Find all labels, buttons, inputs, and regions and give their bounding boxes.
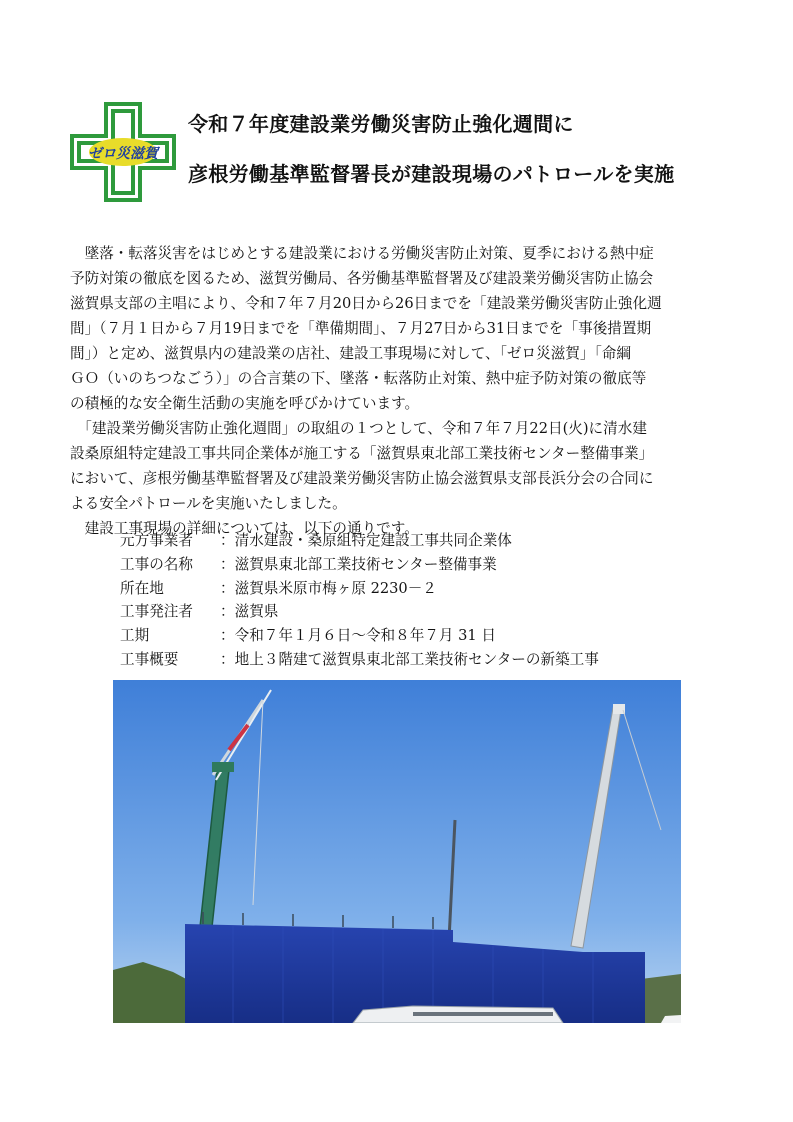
body-line: 設桑原組特定建設工事共同企業体が施工する「滋賀県東北部工業技術センター整備事業」 xyxy=(70,445,654,462)
body-line: 墜落・転落災害をはじめとする建設業における労働災害防止対策、夏季における熱中症 xyxy=(70,245,654,262)
detail-value: ：滋賀県東北部工業技術センター整備事業 xyxy=(220,555,497,573)
body-line: 間」）と定め、滋賀県内の建設業の店社、建設工事現場に対して、「ゼロ災滋賀」「命綱 xyxy=(70,345,631,362)
detail-value: ：滋賀県 xyxy=(220,603,279,621)
body-line: 建設工事現場の詳細については、以下の通りです。 xyxy=(70,520,419,537)
page-title-line-2: 彦根労働基準監督署長が建設現場のパトロールを実施 xyxy=(188,162,675,186)
body-line: の積極的な安全衛生活動の実施を呼びかけています。 xyxy=(70,395,420,412)
body-line: 「建設業労働災害防止強化週間」の取組の１つとして、令和７年７月22日(火)に清水建 xyxy=(70,420,647,437)
detail-value: ：地上３階建て滋賀県東北部工業技術センターの新築工事 xyxy=(220,650,599,668)
detail-row-overview xyxy=(120,648,599,672)
detail-label: 工事発注者 xyxy=(120,603,193,621)
detail-label: 工事概要 xyxy=(120,650,179,668)
body-text xyxy=(70,241,726,541)
body-line: 予防対策の徹底を図るため、滋賀労働局、各労働基準監督署及び建設業労働災害防止協会 xyxy=(70,270,654,287)
detail-row-client xyxy=(120,600,599,624)
page-title-line-1: 令和７年度建設業労働災害防止強化週間に xyxy=(188,112,574,136)
detail-label: 所在地 xyxy=(120,579,164,597)
detail-value: ：清水建設・桑原組特定建設工事共同企業体 xyxy=(220,532,512,549)
body-line: において、彦根労働基準監督署及び建設業労働災害防止協会滋賀県支部長浜分会の合同に xyxy=(70,470,654,487)
detail-row-period xyxy=(120,624,599,648)
detail-label: 工期 xyxy=(120,627,150,645)
project-details xyxy=(120,529,599,672)
body-line: ＧＯ（いのちつなごう）」の合言葉の下、墜落・転落防止対策、熱中症予防対策の徹底等 xyxy=(70,370,647,387)
detail-value: ：令和７年１月６日～令和８年７月 31 日 xyxy=(220,627,496,645)
logo-text: ゼロ災滋賀 xyxy=(88,146,158,162)
detail-label: 工事の名称 xyxy=(120,555,193,573)
detail-value: ：滋賀県米原市梅ヶ原 2230－２ xyxy=(220,579,437,597)
detail-label: 元方事業者 xyxy=(120,532,193,549)
body-line: よる安全パトロールを実施いたしました。 xyxy=(70,495,347,512)
detail-row-project-name xyxy=(120,553,599,577)
construction-site-photo xyxy=(113,680,681,1023)
detail-row-contractor xyxy=(120,529,599,553)
zero-accident-shiga-logo xyxy=(70,102,176,202)
construction-site-illustration xyxy=(113,680,681,1023)
body-line: 間」（７月１日から７月19日までを「準備期間」、７月27日から31日までを「事後措置期 xyxy=(70,320,652,337)
detail-row-location xyxy=(120,577,599,601)
body-line: 滋賀県支部の主唱により、令和７年７月20日から26日までを「建設業労働災害防止強化週 xyxy=(70,295,662,312)
